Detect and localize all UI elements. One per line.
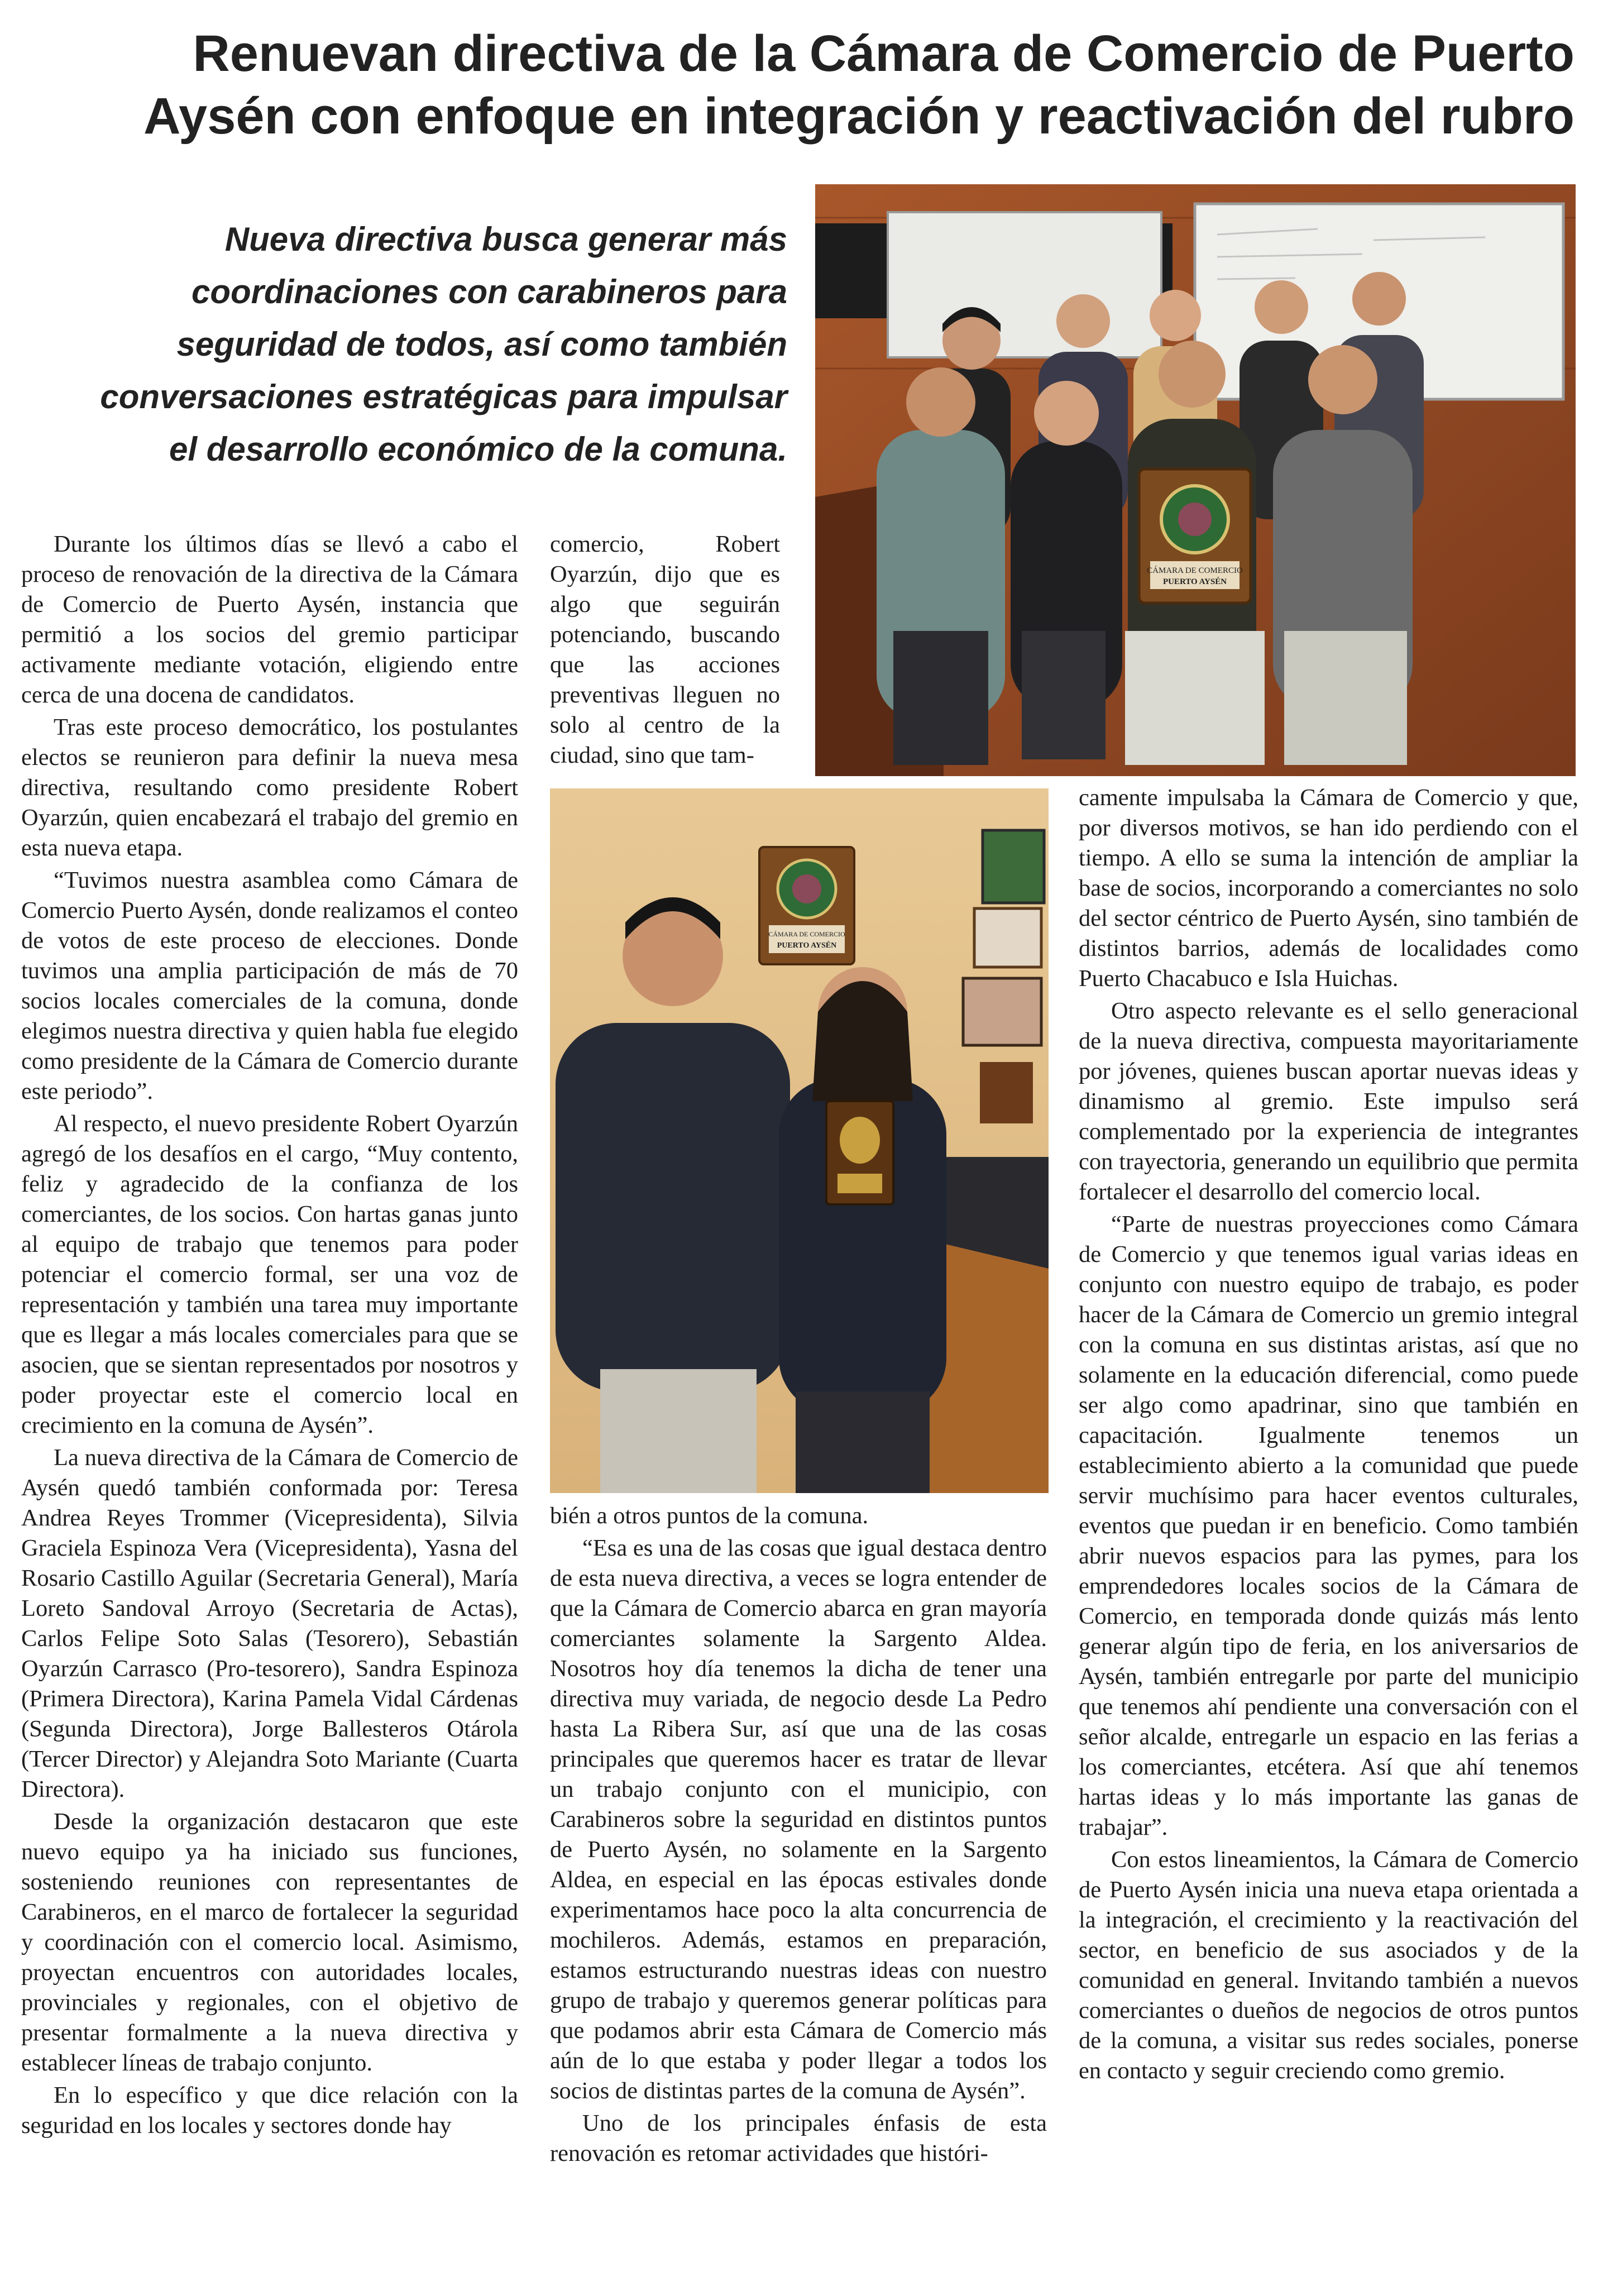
- body-column-3: [1079, 783, 1578, 2088]
- col1-paragraph-6: Desde la organización destacaron que este nuevo equipo ya ha iniciado sus funciones, sosteniendo reuniones con representantes de Carabineros, en el marco de fortalecer la seguridad y coordinación con el comercio local. Asimismo, proyectan encuentros con autoridades locales, provinciales y regionales, con el objetivo de presentar formalmente a la nueva directiva y establecer líneas de trabajo conjunto.: [21, 1809, 518, 2076]
- group-plaque-line-1: CÁMARA DE COMERCIO: [1147, 566, 1243, 575]
- col1-paragraph-3: “Tuvimos nuestra asamblea como Cámara de Comercio Puerto Aysén, donde realizamos el conteo de votos de este proceso de elecciones. Donde tuvimos una amplia participación de más de 70 socios locales comerciales de la comuna, donde elegimos nuestra directiva y quien habla fue elegido como presidente de la Cámara de Comercio durante este periodo”.: [21, 867, 518, 1104]
- col2-top-paragraph: comercio, Robert Oyarzún, dijo que es algo que seguirán potenciando, buscando que las acciones preventivas lleguen no solo al centro de la ciudad, sino que tam-: [550, 531, 780, 768]
- col1-paragraph-4: Al respecto, el nuevo presidente Robert Oyarzún agregó de los desafíos en el cargo, “Muy contento, feliz y agradecido de la confianza de los comerciantes, de los socios. Con hartas ganas junto al equipo de trabajo que tenemos para poder potenciar el comercio formal, ser una voz de representación y también una tarea muy importante que es llegar a más locales comerciales para que se asocien, que se sientan representados por nosotros y poder proyectar este el comercio local en crecimiento en la comuna de Aysén”.: [21, 1111, 518, 1438]
- subheadline: [34, 213, 787, 476]
- subhead-line-4: conversaciones estratégicas para impulsar: [100, 378, 787, 415]
- headline-line-2: Aysén con enfoque en integración y reactivación del rubro: [143, 88, 1574, 145]
- subhead-line-2: coordinaciones con carabineros para: [191, 273, 787, 310]
- duo-photo: [550, 788, 1049, 1493]
- subhead-line-5: el desarrollo económico de la comuna.: [169, 430, 787, 468]
- wall-plaque-line-1: CÁMARA DE COMERCIO: [768, 930, 845, 938]
- body-column-2-top: [550, 529, 780, 773]
- col2-paragraph-3: Uno de los principales énfasis de esta renovación es retomar actividades que históri-: [550, 2110, 1047, 2166]
- col3-paragraph-4: Con estos lineamientos, la Cámara de Comercio de Puerto Aysén inicia una nueva etapa orientada a la integración, el crecimiento y la reactivación del sector, en beneficio de sus asociados y de la comunidad en general. Invitando también a nuevos comerciantes o dueños de negocios de otros puntos de la comuna, a visitar sus redes sociales, ponerse en contacto y seguir creciendo como gremio.: [1079, 1847, 1578, 2084]
- col2-paragraph-2: “Esa es una de las cosas que igual destaca dentro de esta nueva directiva, a veces se logra entender de que la Cámara de Comercio abarca en gran mayoría comerciantes solamente la Sargento Aldea. Nosotros hoy día tenemos la dicha de tener una directiva muy variada, de negocio desde La Pedro hasta La Ribera Sur, así que una de las cosas principales que queremos hacer es tratar de llevar un trabajo conjunto con el municipio, con Carabineros sobre la seguridad en distintos puntos de Puerto Aysén, no solamente en la Sargento Aldea, en especial en las épocas estivales donde experimentamos hace poco la alta concurrencia de mochileros. Además, estamos en preparación, estamos estructurando nuestras ideas con nuestro grupo de trabajo y queremos generar políticas para que podamos abrir esta Cámara de Comercio más aún de lo que estaba y poder llegar a todos los socios de distintas partes de la comuna de Aysén”.: [550, 1535, 1047, 2104]
- headline: [39, 22, 1574, 147]
- col3-paragraph-1: camente impulsaba la Cámara de Comercio y que, por diversos motivos, se han ido perdiendo con el tiempo. A ello se suma la intención de ampliar la base de socios, incorporando a comerciantes no solo del sector céntrico de Puerto Aysén, sino también de distintos barrios, además de localidades como Puerto Chacabuco e Isla Huichas.: [1079, 785, 1578, 992]
- group-plaque-line-2: PUERTO AYSÉN: [1162, 577, 1227, 586]
- subhead-line-3: seguridad de todos, así como también: [176, 326, 787, 363]
- col1-paragraph-5: La nueva directiva de la Cámara de Comercio de Aysén quedó también conformada por: Teresa Andrea Reyes Trommer (Vicepresidenta), Silvia Graciela Espinoza Vera (Vicepresidenta), Yasna del Rosario Castillo Aguilar (Secretaria General), María Loreto Sandoval Arroyo (Secretaria de Actas), Carlos Felipe Soto Salas (Tesorero), Sebastián Oyarzún Carrasco (Pro-tesorero), Sandra Espinoza (Primera Directora), Karina Pamela Vidal Cárdenas (Segunda Directora), Jorge Ballesteros Otárola (Tercer Director) y Alejandra Soto Mariante (Cuarta Directora).: [21, 1444, 518, 1802]
- col3-paragraph-2: Otro aspecto relevante es el sello generacional de la nueva directiva, compuesta mayoritariamente por jóvenes, quienes buscan aportar nuevas ideas y dinamismo al gremio. Este impulso será complementado por la experiencia de integrantes con trayectoria, generando un equilibrio que permita fortalecer el desarrollo del comercio local.: [1079, 998, 1578, 1205]
- body-column-1: [21, 529, 518, 2143]
- col1-paragraph-7: En lo específico y que dice relación con la seguridad en los locales y sectores donde hay: [21, 2082, 518, 2139]
- col1-paragraph-2: Tras este proceso democrático, los postulantes electos se reunieron para definir la nueva mesa directiva, resultando como presidente Robert Oyarzún, quien encabezará el trabajo del gremio en esta nueva etapa.: [21, 714, 518, 861]
- group-photo: [815, 184, 1576, 776]
- col3-paragraph-3: “Parte de nuestras proyecciones como Cámara de Comercio y que tenemos igual varias ideas en conjunto con nuestro equipo de trabajo, es poder hacer de la Cámara de Comercio un gremio integral con la comuna en sus distintas aristas, así que no solamente en la educación diferencial, como puede ser algo como apadrinar, sino que también en capacitación. Igualmente tenemos un establecimiento abierto a la comunidad que puede servir muchísimo para hacer eventos culturales, eventos que puedan ir en beneficio. Como también abrir nuevos espacios para las pymes, para los emprendedores locales socios de la Cámara de Comercio, en temporada donde quizás más lento generar algún tipo de feria, en los aniversarios de Aysén, también entregarle por parte del municipio que tenemos ahí pendiente una conversación con el señor alcalde, entregarle un espacio en las ferias a los comerciantes, etcétera. Así que ahí tenemos hartas ideas y lo más importante las ganas de trabajar”.: [1079, 1211, 1578, 1840]
- subhead-line-1: Nueva directiva busca generar más: [224, 221, 787, 258]
- wall-plaque-line-2: PUERTO AYSÉN: [777, 941, 837, 950]
- col2-paragraph-1: bién a otros puntos de la comuna.: [550, 1503, 869, 1529]
- body-column-2-bottom: [550, 1501, 1047, 2171]
- headline-line-1: Renuevan directiva de la Cámara de Comercio de Puerto: [193, 25, 1574, 82]
- col1-paragraph-1: Durante los últimos días se llevó a cabo el proceso de renovación de la directiva de la Cámara de Comercio de Puerto Aysén, instancia que permitió a los socios del gremio participar activamente mediante votación, eligiendo entre cerca de una docena de candidatos.: [21, 531, 518, 708]
